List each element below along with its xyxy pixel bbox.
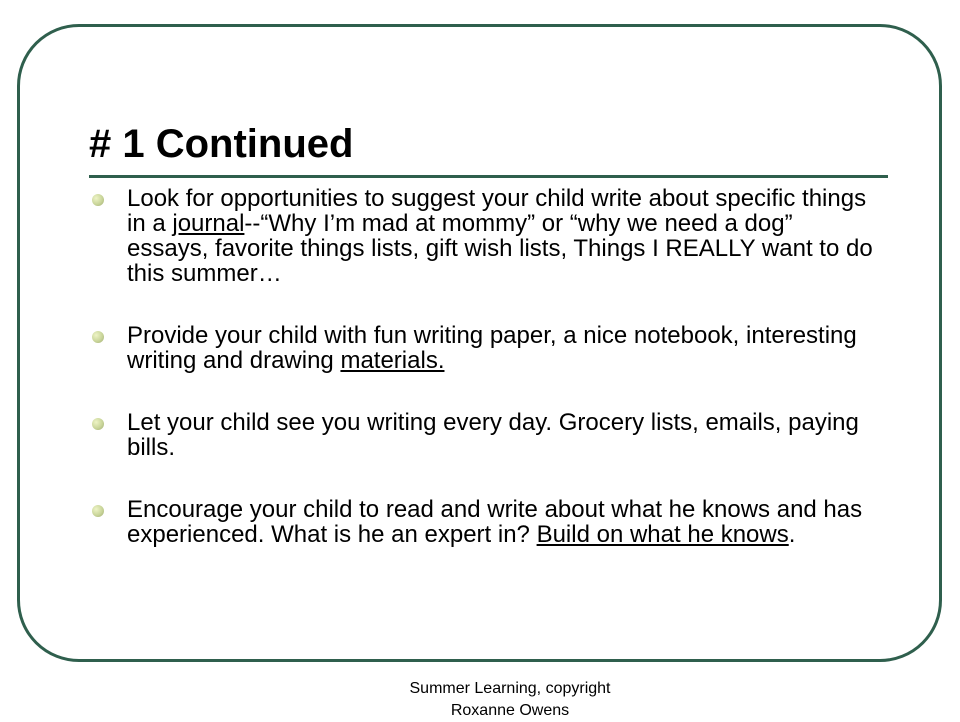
slide-title: # 1 Continued <box>89 122 354 166</box>
title-divider <box>89 175 888 178</box>
journal-link[interactable]: journal <box>172 210 245 237</box>
slide-footer <box>380 678 640 722</box>
bullet-dot-icon <box>92 418 104 430</box>
bullet-item-materials <box>90 323 880 373</box>
bullet-item-build-on-knowledge <box>90 497 880 547</box>
bullet-item-journal <box>90 186 880 286</box>
footer-line-1: Summer Learning, copyright <box>409 680 611 697</box>
bullet-text: Encourage your child to read and write about what he knows and has experienced. What is he an expert in? <box>127 496 863 548</box>
bullet-text: Let your child see you writing every day. Grocery lists, emails, paying bills. <box>127 409 859 461</box>
bullet-item-writing-every-day <box>90 410 880 460</box>
build-on-what-he-knows-link[interactable]: Build on what he knows <box>536 521 789 548</box>
footer-line-2: Roxanne Owens <box>450 702 570 719</box>
bullet-text: --“Why I’m mad at mommy” or “why we need a dog” essays, favorite things lists, gift wish lists, Things I REALLY want to do this summer… <box>127 210 873 287</box>
materials-link[interactable]: materials. <box>340 347 445 374</box>
bullet-list <box>90 186 880 547</box>
bullet-dot-icon <box>92 331 104 343</box>
bullet-dot-icon <box>92 505 104 517</box>
bullet-text: Look for opportunities to suggest your child write about specific things in a <box>127 185 867 237</box>
bullet-dot-icon <box>92 194 104 206</box>
bullet-text: Provide your child with fun writing paper, a nice notebook, interesting writing and drawing <box>127 322 857 374</box>
bullet-text: . <box>788 521 796 548</box>
